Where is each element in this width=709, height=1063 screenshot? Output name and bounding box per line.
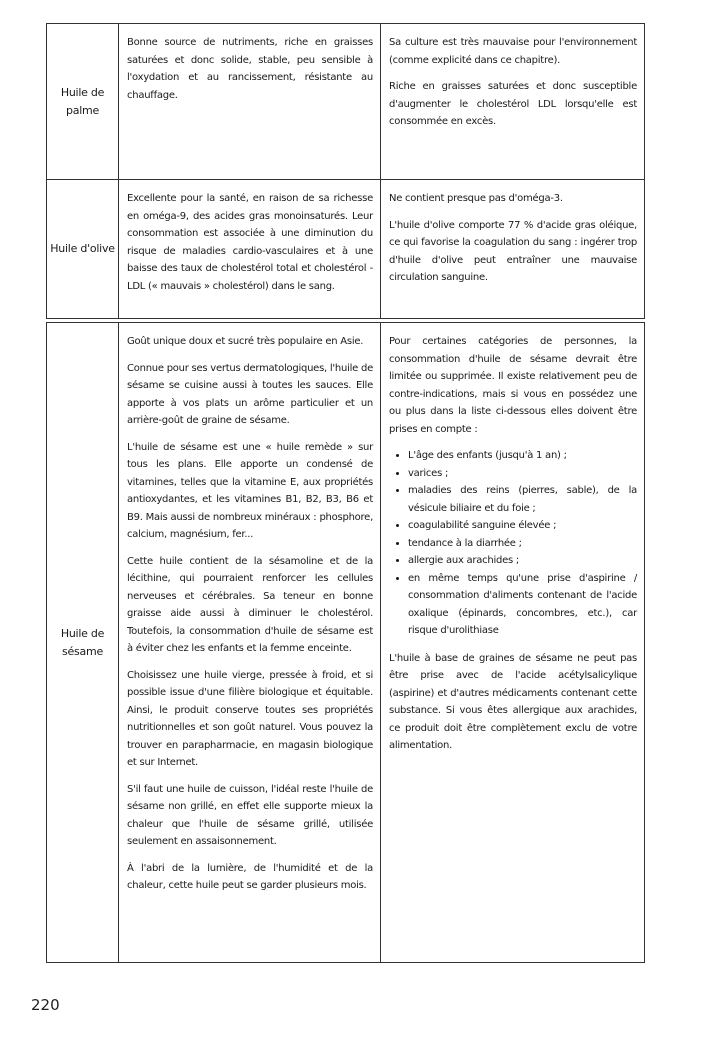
table-row-sesame-oil [47,323,645,963]
drawbacks-cell [381,323,645,963]
oils-table-bottom [46,322,645,963]
list-item: • varices ; [408,465,637,483]
advantage-paragraph: S'il faut une huile de cuisson, l'idéal reste l'huile de sésame non grillé, en effet elle supporte mieux la chaleur que l'huile de sésame grillé, utilisée seulement en assaisonnement. [127,783,373,847]
drawback-paragraph: L'huile d'olive comporte 77 % d'acide gras oléique, ce qui favorise la coagulation du sang : ingérer trop d'huile d'olive peut entraîner une mauvaise circulation sanguine. [389,219,637,283]
advantages-cell [119,24,381,180]
oil-name-cell: Huile de sésame [47,323,119,963]
advantage-paragraph: À l'abri de la lumière, de l'humidité et de la chaleur, cette huile peut se garder plusieurs mois. [127,862,373,891]
advantage-paragraph: Choisissez une huile vierge, pressée à froid, et si possible issue d'une filière biologique et équitable. Ainsi, le produit conserve toutes ses propriétés nutritionnelles et son goût naturel. Vous pouvez la trouver en parapharmacie, en magasin biologique et sur Internet. [127,669,373,768]
table-row-palm-oil [47,24,645,180]
oil-name-cell: Huile de palme [47,24,119,180]
advantages-cell [119,180,381,319]
oil-name-cell: Huile d'olive [47,180,119,319]
drawbacks-cell [381,180,645,319]
drawback-outro: L'huile à base de graines de sésame ne peut pas être prise avec de l'acide acétylsalicylique (aspirine) et d'autres médicaments contenant cette substance. Si vous êtes allergique aux arachides, ce produit doit être complètement exclu de votre alimentation. [389,652,637,751]
list-item: • tendance à la diarrhée ; [408,535,637,553]
advantage-paragraph: Excellente pour la santé, en raison de sa richesse en oméga-9, des acides gras monoinsaturés. Leur consommation est associée à une diminution du risque de maladies cardio-vasculaires et à une baisse des taux de cholestérol total et cholestérol - LDL (« mauvais » cholestérol) dans le sang. [127,193,373,292]
drawback-intro: Pour certaines catégories de personnes, la consommation d'huile de sésame devrait être limitée ou supprimée. Il existe relativement peu de contre-indications, mais si vous en possédez une ou plus dans la liste ci-dessous elles doivent être prises en compte : [389,336,637,435]
list-item: • maladies des reins (pierres, sable), de la vésicule biliaire et du foie ; [408,482,637,517]
drawback-paragraph: Riche en graisses saturées et donc susceptible d'augmenter le cholestérol LDL lorsqu'elle est consommée en excès. [389,81,637,127]
page-number: 220 [31,996,60,1014]
advantage-paragraph: Connue pour ses vertus dermatologiques, l'huile de sésame se cuisine aussi à toutes les sauces. Elle apporte à vos plats un arôme particulier et un arrière-goût de graine de sésame. [127,362,373,426]
advantage-paragraph: Cette huile contient de la sésamoline et de la lécithine, qui pourraient renforcer les cellules nerveuses et cérébrales. Sa teneur en bonne graisse aide aussi à diminuer le cholestérol. Toutefois, la consommation d'huile de sésame est à éviter chez les enfants et la femme enceinte. [127,555,373,654]
contraindications-list [389,447,637,640]
advantage-paragraph: L'huile de sésame est une « huile remède » sur tous les plans. Elle apporte un condensé de vitamines, telles que la vitamine E, aux propriétés antioxydantes, et les vitamines B1, B2, B3, B6 et B9. Mais aussi de nombreux minéraux : phosphore, calcium, magnésium, fer... [127,441,373,540]
list-item: • coagulabilité sanguine élevée ; [408,517,637,535]
advantage-paragraph: Goût unique doux et sucré très populaire en Asie. [127,336,364,347]
list-item: • L'âge des enfants (jusqu'à 1 an) ; [408,447,637,465]
advantages-cell [119,323,381,963]
list-item: • allergie aux arachides ; [408,552,637,570]
table-row-olive-oil [47,180,645,319]
oils-table-top [46,23,645,319]
advantage-paragraph: Bonne source de nutriments, riche en graisses saturées et donc solide, stable, peu sensible à l'oxydation et au rancissement, résistante au chauffage. [127,37,373,101]
drawback-paragraph: Sa culture est très mauvaise pour l'environnement (comme explicité dans ce chapitre). [389,37,637,66]
drawback-paragraph: Ne contient presque pas d'oméga-3. [389,193,563,204]
drawbacks-cell [381,24,645,180]
list-item: • en même temps qu'une prise d'aspirine / consommation d'aliments contenant de l'acide oxalique (épinards, concombres, etc.), car risque d'urolithiase [408,570,637,640]
